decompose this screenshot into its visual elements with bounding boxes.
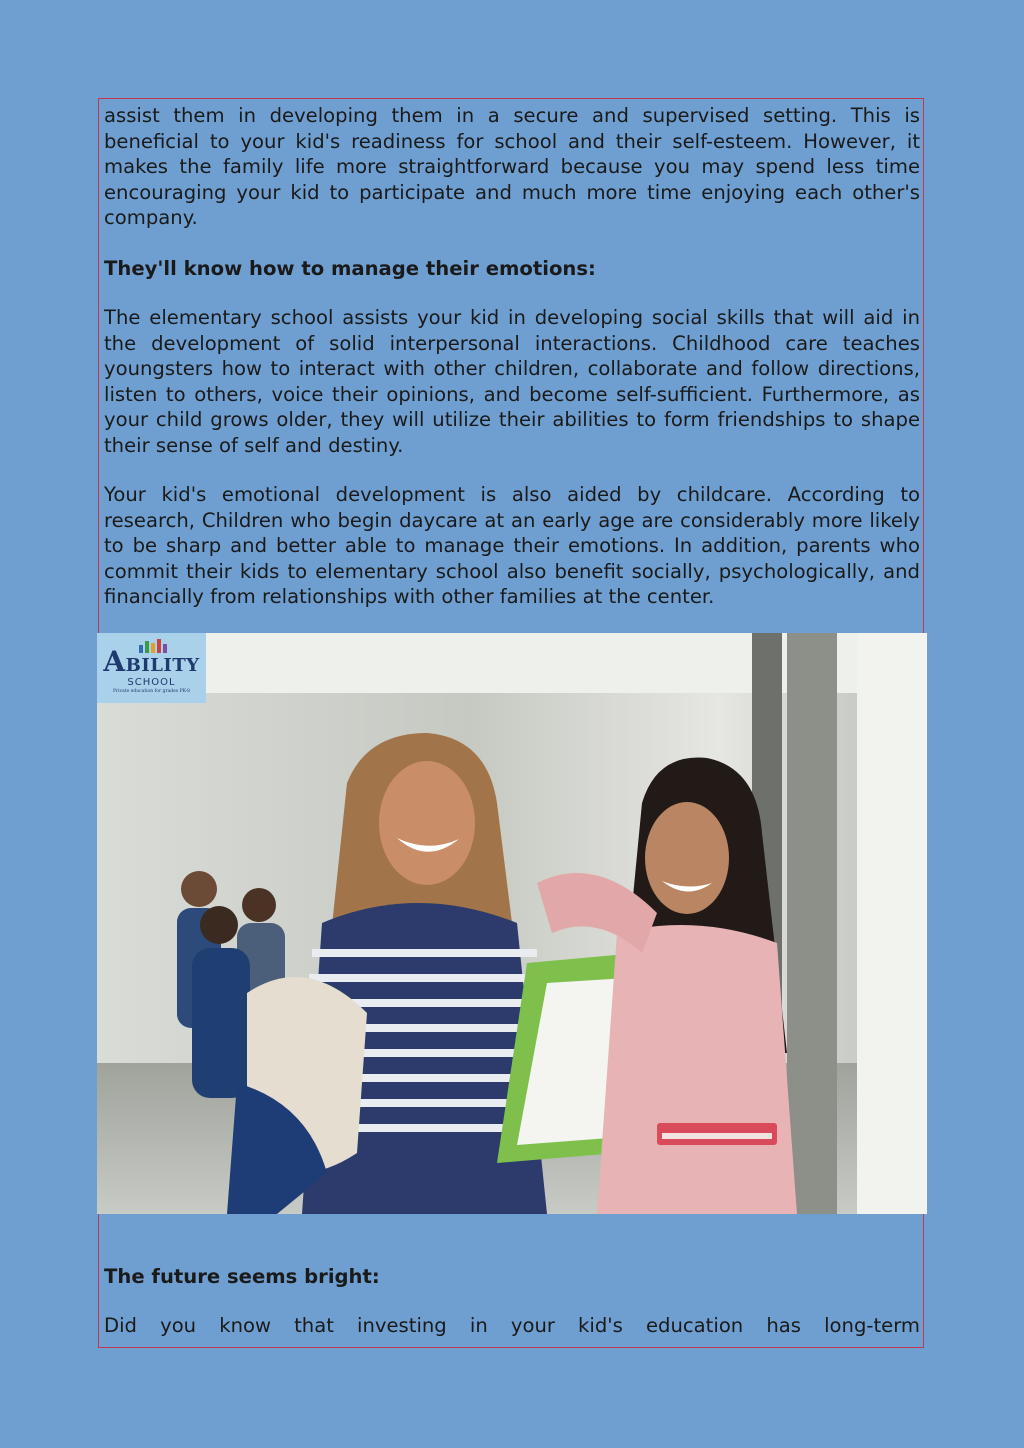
logo-wordmark: [97, 645, 206, 678]
ability-school-logo: [97, 633, 206, 703]
paragraph-2: The elementary school assists your kid in developing social skills that will aid in the development of solid interpersonal interactions. Childhood care teaches youngsters how to interact with other children, collaborate and follow directions, listen to others, voice their opinions, and become self-sufficient. Furthermore, as your child grows older, they will utilize their abilities to form friendships to shape their sense of self and destiny.: [104, 306, 920, 457]
students-photo: [97, 633, 927, 1214]
logo-initial: A: [103, 645, 126, 678]
logo-word-rest: BILITY: [125, 655, 200, 676]
heading-emotions: They'll know how to manage their emotions:: [104, 257, 596, 280]
paragraph-4: Did you know that investing in your kid's education has long-term: [104, 1314, 920, 1337]
logo-tagline: Private education for grades PK-8: [112, 689, 191, 694]
paragraph-3: Your kid's emotional development is also aided by childcare. According to research, Children who begin daycare at an early age are considerably more likely to be sharp and better able to manage their emotions. In addition, parents who commit their kids to elementary school also benefit socially, psychologically, and financially from relationships with other families at the center.: [104, 483, 920, 608]
paragraph-1: assist them in developing them in a secure and supervised setting. This is beneficial to your kid's readiness for school and their self-esteem. However, it makes the family life more straightforward because you may spend less time encouraging your kid to participate and much more time enjoying each other's company.: [104, 104, 920, 229]
students-photo-illustration: [97, 633, 927, 1214]
heading-future: The future seems bright:: [104, 1265, 380, 1288]
logo-bars-icon: [139, 639, 167, 653]
logo-subtitle: SCHOOL: [127, 677, 176, 688]
